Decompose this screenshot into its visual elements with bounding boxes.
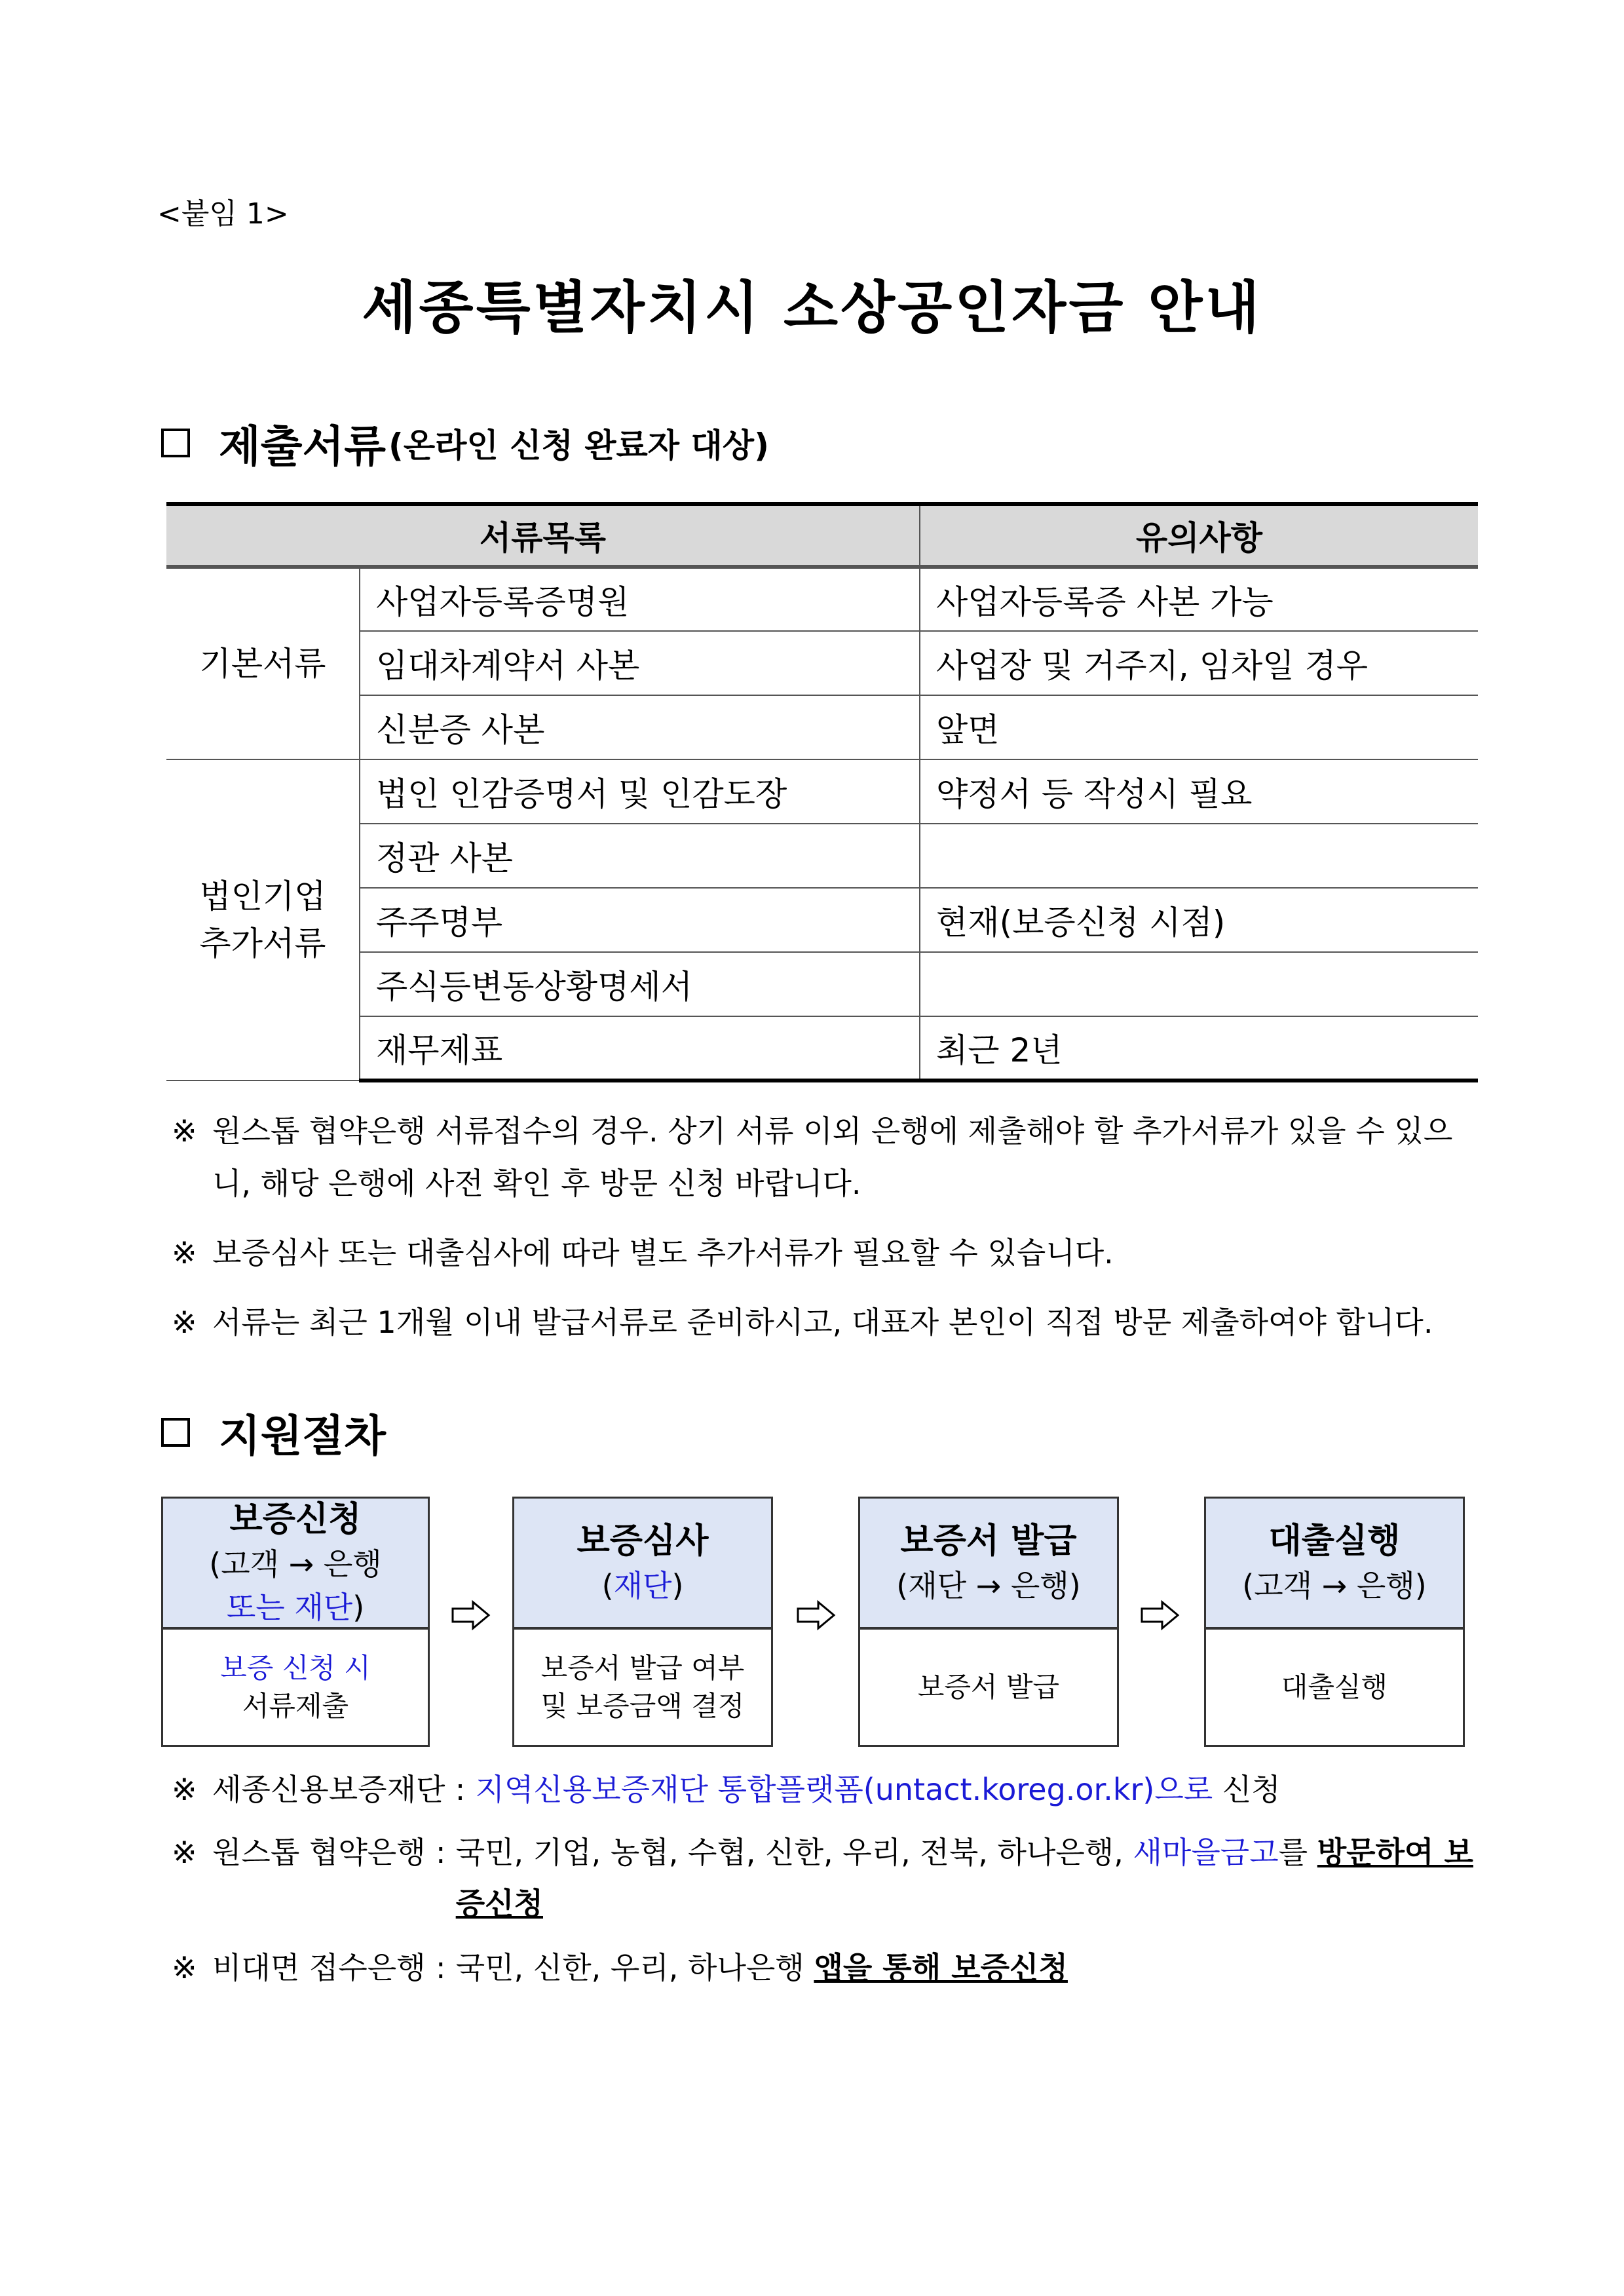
flow-step-sub-line2 <box>227 1586 364 1629</box>
flow-step-sub-close: ) <box>671 1568 684 1603</box>
category-corporate <box>166 759 360 1081</box>
note-label: 세종신용보증재단 <box>212 1772 445 1807</box>
flow-step-sub-blue: 재단 <box>613 1568 672 1603</box>
category-corporate-line1: 법인기업 <box>199 877 326 915</box>
note-text: 보증심사 또는 대출심사에 따라 별도 추가서류가 필요할 수 있습니다. <box>212 1235 1114 1271</box>
attachment-label: <붙임 1> <box>157 197 289 231</box>
note-text <box>476 1764 1482 1815</box>
note-text <box>456 1827 1482 1929</box>
flow-step-desc: 및 보증금액 결정 <box>540 1690 745 1722</box>
note-text: 원스톱 협약은행 서류접수의 경우. 상기 서류 이외 은행에 제출해야 할 추가서류가 있을 수 있으니, 해당 은행에 사전 확인 후 방문 신청 바랍니다. <box>212 1113 1453 1201</box>
header-documents: 서류목록 <box>166 504 920 567</box>
flow-step-body <box>163 1630 428 1745</box>
header-notes: 유의사항 <box>920 504 1478 567</box>
flow-step-guarantee-review <box>512 1497 773 1747</box>
note-item <box>172 1942 1482 1993</box>
flow-step-header <box>514 1499 771 1630</box>
note-tail: 신청 <box>1222 1772 1281 1807</box>
flow-step-title: 보증신청 <box>229 1500 362 1539</box>
document-item: 정관 사본 <box>360 824 920 888</box>
document-note <box>920 824 1478 888</box>
note-item <box>172 1764 1482 1815</box>
document-note: 사업자등록증 사본 가능 <box>920 567 1478 631</box>
document-item: 재무제표 <box>360 1016 920 1081</box>
reference-mark: ※ <box>172 1305 197 1340</box>
note-colon: : <box>455 1772 466 1807</box>
section-heading-documents <box>161 411 769 474</box>
bank-list: 국민, 신한, 우리, 하나은행 <box>455 1950 804 1985</box>
app-apply-text: 앱을 통해 보증신청 <box>814 1950 1068 1985</box>
table-row <box>166 695 1478 759</box>
table-row <box>166 631 1478 695</box>
note-particle: 를 <box>1278 1835 1308 1870</box>
flow-step-guarantee-application <box>161 1497 430 1747</box>
flow-step-sub: (고객 → 은행 <box>209 1546 382 1582</box>
bank-list: 국민, 기업, 농협, 수협, 신한, 우리, 전북, 하나은행, <box>455 1835 1124 1870</box>
note-text: 서류는 최근 1개월 이내 발급서류로 준비하시고, 대표자 본인이 직접 방문 제출하여야 합니다. <box>212 1305 1433 1340</box>
flow-step-desc: 서류제출 <box>242 1690 349 1722</box>
procedure-notes <box>172 1764 1482 2000</box>
flow-step-header <box>1206 1499 1463 1630</box>
checkbox-square-icon <box>161 1418 190 1447</box>
arrow-right-icon <box>451 1599 491 1632</box>
document-note: 약정서 등 작성시 필요 <box>920 759 1478 824</box>
flow-step-title: 보증서 발급 <box>900 1521 1077 1561</box>
document-note: 앞면 <box>920 695 1478 759</box>
document-item: 주주명부 <box>360 888 920 952</box>
platform-link-text: 지역신용보증재단 통합플랫폼(untact.koreg.or.kr)으로 <box>475 1772 1213 1807</box>
note-label: 비대면 접수은행 <box>212 1950 426 1985</box>
reference-mark: ※ <box>172 1835 197 1870</box>
document-note: 최근 2년 <box>920 1016 1478 1081</box>
saemaul-text: 새마을금고 <box>1133 1835 1279 1870</box>
flow-step-header <box>860 1499 1117 1630</box>
document-item: 신분증 사본 <box>360 695 920 759</box>
table-row <box>166 824 1478 888</box>
table-row <box>166 1016 1478 1081</box>
note-item <box>172 1227 1482 1279</box>
flow-step-sub: (고객 → 은행) <box>1242 1568 1427 1603</box>
document-item: 주식등변동상황명세서 <box>360 952 920 1016</box>
note-colon: : <box>435 1950 446 1985</box>
category-basic: 기본서류 <box>166 567 360 759</box>
reference-mark: ※ <box>172 1772 197 1807</box>
flow-step-header <box>163 1499 428 1630</box>
note-item <box>172 1105 1482 1210</box>
flow-step-guarantee-issuance <box>858 1497 1119 1747</box>
documents-table <box>166 502 1478 1082</box>
flow-step-desc: 보증서 발급 여부 <box>540 1652 745 1684</box>
visit-apply-text: 방문하여 보증신청 <box>455 1835 1473 1921</box>
document-item: 법인 인감증명서 및 인감도장 <box>360 759 920 824</box>
section-title: 지원절차 <box>219 1411 387 1461</box>
flow-step-sub <box>602 1564 684 1607</box>
table-row <box>166 952 1478 1016</box>
flow-step-sub: (재단 → 은행) <box>896 1568 1081 1603</box>
note-colon: : <box>435 1835 446 1870</box>
flow-step-body <box>1206 1630 1463 1745</box>
flow-step-desc: 보증 신청 시 <box>220 1652 371 1684</box>
flow-step-loan-execution <box>1204 1497 1465 1747</box>
note-item <box>172 1827 1482 1929</box>
flow-step-sub-open: ( <box>601 1568 614 1603</box>
flow-step-sub-blue: 또는 재단 <box>226 1590 353 1625</box>
note-label: 원스톱 협약은행 <box>212 1835 426 1870</box>
document-note: 현재(보증신청 시점) <box>920 888 1478 952</box>
reference-mark: ※ <box>172 1950 197 1985</box>
document-item: 사업자등록증명원 <box>360 567 920 631</box>
flow-step-desc: 보증서 발급 <box>917 1671 1060 1703</box>
arrow-right-icon <box>1140 1599 1180 1632</box>
note-text <box>456 1942 1482 1993</box>
table-row <box>166 759 1478 824</box>
table-row <box>166 567 1478 631</box>
section-title: 제출서류 <box>219 421 387 472</box>
flow-step-desc: 대출실행 <box>1281 1671 1388 1703</box>
document-notes <box>172 1105 1482 1366</box>
document-note <box>920 952 1478 1016</box>
table-header-row <box>166 504 1478 567</box>
flow-step-title: 보증심사 <box>576 1521 709 1561</box>
category-corporate-line2: 추가서류 <box>199 925 326 963</box>
table-row <box>166 888 1478 952</box>
flow-step-sub-tail: ) <box>352 1590 365 1625</box>
page-title: 세종특별자치시 소상공인자금 안내 <box>362 275 1262 341</box>
reference-mark: ※ <box>172 1113 197 1149</box>
flow-step-body <box>514 1630 771 1745</box>
checkbox-square-icon <box>161 429 190 457</box>
reference-mark: ※ <box>172 1235 197 1271</box>
document-item: 임대차계약서 사본 <box>360 631 920 695</box>
document-note: 사업장 및 거주지, 임차일 경우 <box>920 631 1478 695</box>
flow-step-title: 대출실행 <box>1268 1521 1401 1561</box>
flow-step-body <box>860 1630 1117 1745</box>
section-heading-procedure <box>161 1401 386 1463</box>
arrow-right-icon <box>796 1599 837 1632</box>
note-item <box>172 1296 1482 1349</box>
section-subtitle: (온라인 신청 완료자 대상) <box>388 426 769 465</box>
